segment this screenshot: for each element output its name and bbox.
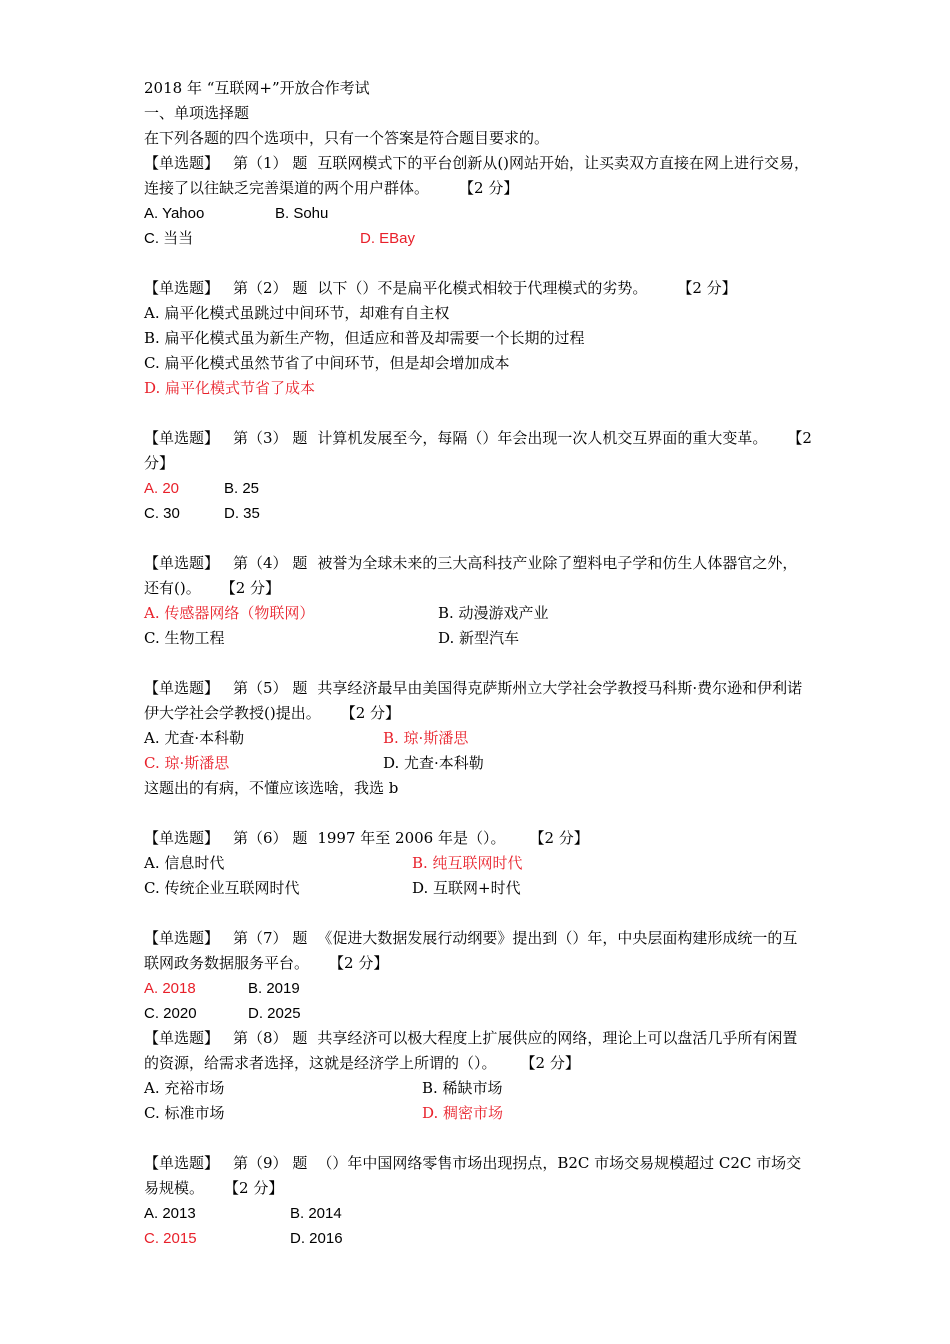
question-1 — [144, 151, 812, 251]
question-text: 《促进大数据发展行动纲要》提出到（）年，中央层面构建形成统一的互联网政务数据服务平台。 — [144, 929, 798, 972]
option-b: B. 2019 — [248, 980, 300, 997]
question-number: 第（4） 题 — [233, 554, 308, 572]
options-row — [144, 1201, 812, 1226]
question-text: （）年中国网络零售市场出现拐点，B2C 市场交易规模超过 C2C 市场交易规模。 — [144, 1154, 802, 1197]
question-3 — [144, 426, 812, 526]
question-score: 【2 分】 — [144, 429, 812, 472]
option-b: B. 2014 — [290, 1205, 342, 1222]
option-d: D. 2016 — [290, 1230, 343, 1247]
options-row — [144, 201, 812, 226]
question-score: 【2 分】 — [529, 829, 589, 847]
question-6 — [144, 826, 812, 901]
question-stem — [144, 826, 812, 851]
question-stem — [144, 276, 812, 301]
question-stem — [144, 1151, 812, 1201]
question-tag: 【单选题】 — [144, 1029, 220, 1047]
option-d: D. 互联网+时代 — [412, 879, 521, 897]
options-row — [144, 1226, 812, 1251]
question-number: 第（2） 题 — [233, 279, 308, 297]
question-stem — [144, 676, 812, 726]
option-c: C. 30 — [144, 505, 180, 522]
instruction-text: 在下列各题的四个选项中，只有一个答案是符合题目要求的。 — [144, 129, 550, 147]
question-tag: 【单选题】 — [144, 154, 220, 172]
question-tag: 【单选题】 — [144, 554, 220, 572]
question-text: 共享经济最早由美国得克萨斯州立大学社会学教授马科斯·费尔逊和伊利诺伊大学社会学教授()提出。 — [144, 679, 803, 722]
question-text: 互联网模式下的平台创新从()网站开始，让买卖双方直接在网上进行交易，连接了以往缺乏完善渠道的两个用户群体。 — [144, 154, 810, 197]
question-score: 【2 分】 — [677, 279, 737, 297]
question-2 — [144, 276, 812, 401]
question-score: 【2 分】 — [340, 704, 401, 722]
option-b: B. 扁平化模式虽为新生产物，但适应和普及却需要一个长期的过程 — [144, 329, 585, 347]
question-tag: 【单选题】 — [144, 679, 220, 697]
doc-title: 2018 年 “互联网+”开放合作考试 — [144, 79, 370, 97]
question-number: 第（5） 题 — [233, 679, 308, 697]
options-row — [144, 501, 812, 526]
question-score: 【2 分】 — [520, 1054, 580, 1072]
option-a-correct: A. 传感器网络（物联网） — [144, 604, 315, 622]
option-c: C. 生物工程 — [144, 629, 225, 647]
options-row — [144, 751, 812, 776]
question-7 — [144, 926, 812, 1026]
document-page — [144, 76, 812, 1251]
option-d: D. 新型汽车 — [438, 629, 520, 647]
option-d: D. 35 — [224, 505, 260, 522]
option-a: A. Yahoo — [144, 205, 205, 222]
option-d: D. 2025 — [248, 1005, 301, 1022]
option-a-correct: A. 2018 — [144, 980, 196, 997]
options-row — [144, 626, 812, 651]
option-b: B. Sohu — [275, 205, 329, 222]
question-number: 第（6） 题 — [233, 829, 308, 847]
question-tag: 【单选题】 — [144, 429, 220, 447]
options-row — [144, 476, 812, 501]
option-c-correct: C. 琼·斯潘思 — [144, 754, 230, 772]
question-4 — [144, 551, 812, 651]
option-d-correct: D. 稠密市场 — [422, 1104, 504, 1122]
options-row — [144, 601, 812, 626]
question-9 — [144, 1151, 812, 1251]
option-a-correct: A. 20 — [144, 480, 180, 497]
options-row — [144, 1076, 812, 1101]
question-score: 【2 分】 — [224, 1179, 284, 1197]
option-b: B. 动漫游戏产业 — [438, 604, 549, 622]
option-b-correct: B. 纯互联网时代 — [412, 854, 523, 872]
options-row — [144, 976, 812, 1001]
question-stem — [144, 426, 812, 476]
user-note: 这题出的有病，不懂应该选啥，我选 b — [144, 779, 399, 797]
option-d: D. 尤查·本科勒 — [383, 754, 484, 772]
question-text: 计算机发展至今，每隔（）年会出现一次人机交互界面的重大变革。 — [317, 429, 768, 447]
question-number: 第（3） 题 — [233, 429, 308, 447]
question-number: 第（7） 题 — [233, 929, 308, 947]
option-a: A. 扁平化模式虽跳过中间环节，却难有自主权 — [144, 304, 450, 322]
question-text: 1997 年至 2006 年是（）。 — [317, 829, 506, 847]
option-c-correct: C. 2015 — [144, 1230, 197, 1247]
question-score: 【2 分】 — [459, 179, 519, 197]
question-tag: 【单选题】 — [144, 929, 220, 947]
option-b-correct: B. 琼·斯潘思 — [383, 729, 469, 747]
option-c: C. 扁平化模式虽然节省了中间环节，但是却会增加成本 — [144, 354, 510, 372]
question-5 — [144, 676, 812, 801]
option-b: B. 25 — [224, 480, 260, 497]
question-text: 被誉为全球未来的三大高科技产业除了塑料电子学和仿生人体器官之外，还有()。 — [144, 554, 798, 597]
options-row — [144, 726, 812, 751]
option-b: B. 稀缺市场 — [422, 1079, 503, 1097]
question-stem — [144, 926, 812, 976]
option-d-correct: D. EBay — [360, 230, 416, 247]
option-a: A. 信息时代 — [144, 854, 225, 872]
options-row — [144, 876, 812, 901]
question-8 — [144, 1026, 812, 1126]
question-number: 第（9） 题 — [233, 1154, 308, 1172]
option-c: C. 传统企业互联网时代 — [144, 879, 300, 897]
question-tag: 【单选题】 — [144, 279, 220, 297]
option-d-correct: D. 扁平化模式节省了成本 — [144, 379, 316, 397]
option-a: A. 充裕市场 — [144, 1079, 225, 1097]
question-text: 共享经济可以极大程度上扩展供应的网络，理论上可以盘活几乎所有闲置的资源，给需求者选择，这就是经济学上所谓的（）。 — [144, 1029, 798, 1072]
question-stem — [144, 151, 812, 201]
question-number: 第（1） 题 — [233, 154, 308, 172]
option-c: C. 2020 — [144, 1005, 197, 1022]
question-text: 以下（）不是扁平化模式相较于代理模式的劣势。 — [317, 279, 648, 297]
section-heading: 一、单项选择题 — [144, 104, 250, 122]
question-score: 【2 分】 — [329, 954, 389, 972]
option-c: C. 当当 — [144, 230, 194, 247]
question-tag: 【单选题】 — [144, 1154, 220, 1172]
question-score: 【2 分】 — [220, 579, 281, 597]
question-number: 第（8） 题 — [233, 1029, 308, 1047]
question-stem — [144, 1026, 812, 1076]
option-c: C. 标准市场 — [144, 1104, 225, 1122]
option-a: A. 尤查·本科勒 — [144, 729, 245, 747]
options-row — [144, 1001, 812, 1026]
question-tag: 【单选题】 — [144, 829, 220, 847]
options-row — [144, 1101, 812, 1126]
question-stem — [144, 551, 812, 601]
options-row — [144, 226, 812, 251]
options-row — [144, 851, 812, 876]
option-a: A. 2013 — [144, 1205, 196, 1222]
